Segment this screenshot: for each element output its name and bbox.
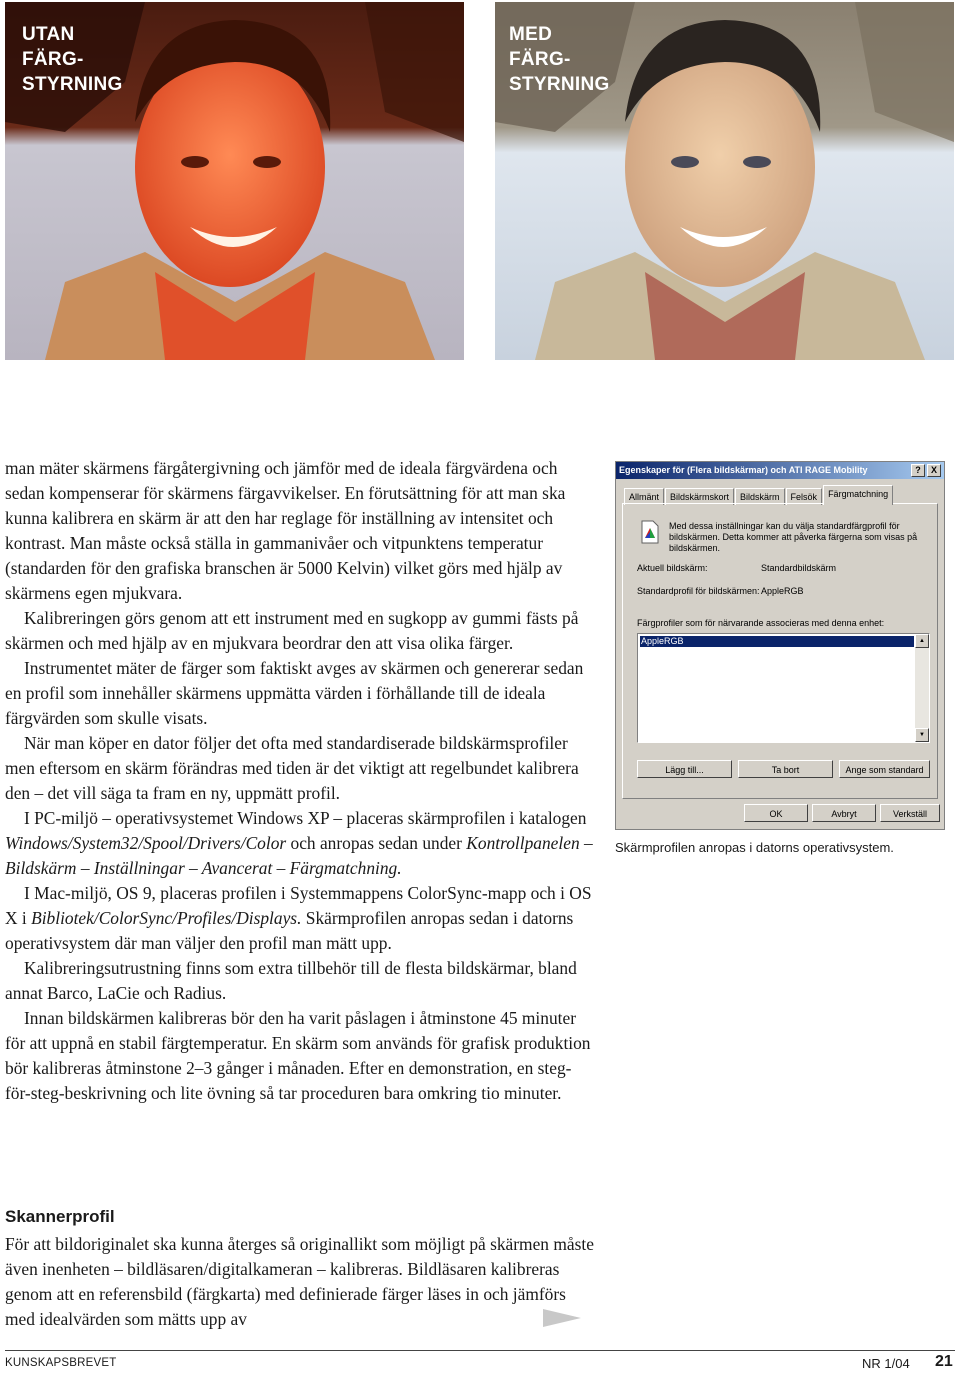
paragraph: Instrumentet mäter de färger som faktiskt avges av skärmen och genererar sedan en profil som innehåller skärmens uppmätta värden i förhållande till de ideala färgvärden som skulle visats.	[5, 658, 584, 728]
profile-list-item[interactable]: AppleRGB	[640, 636, 914, 647]
page-number: 21	[935, 1353, 953, 1370]
publication-name: KUNSKAPSBREVET	[5, 1357, 117, 1369]
label-line: MED	[509, 24, 553, 45]
profiles-list-label: Färgprofiler som för närvarande associeras med denna enhet:	[637, 618, 885, 628]
remove-profile-button[interactable]: Ta bort	[738, 760, 833, 778]
paragraph: När man köper en dator följer det ofta med standardiserade bildskärmsprofiler men eftersom en skärm förändras med tiden är det viktigt att regelbundet kalibrera den – det vill säga ta fram en ny, uppmätt profil.	[5, 733, 579, 803]
photo-label-without	[22, 22, 123, 97]
paragraph: man mäter skärmens färgåtergivning och jämför med de ideala färgvärdena och sedan kompenserar för skärmens färgavvikelser. En förutsättning för att man ska kunna kalibrera en skärm är att den har reglage för inställning av intensitet och kontrast. Man måste också ställa in gammanivåer och vitpunktens temperatur (standarden för den grafiska branschen är 5000 Kelvin) vilket görs med hjälp av skärmens egen mjukvara.	[5, 458, 566, 603]
section-heading: Skannerprofil	[5, 1207, 115, 1226]
continue-arrow-icon	[543, 1308, 583, 1328]
article-body	[5, 456, 595, 1106]
dialog-description: Med dessa inställningar kan du välja standardfärgprofil för bildskärmen. Detta kommer att påverka färgerna som visas på bildskärmen.	[669, 521, 918, 553]
paragraph: För att bildoriginalet ska kunna återges så originallikt som möjligt på skärmen måste även inenheten – bildläsaren/digitalkameran – kalibreras. Bildläsaren kalibreras genom att en referensbild (färgkarta) med definierade färger läses in och jämförs med idealvärden som mätts upp av	[5, 1234, 594, 1329]
tab-adapter[interactable]: Bildskärmskort	[665, 488, 734, 505]
paragraph: Kalibreringsutrustning finns som extra tillbehör till de flesta bildskärmar, bland annat Barco, LaCie och Radius.	[5, 958, 577, 1003]
text-run: och anropas sedan under	[286, 833, 467, 853]
tab-color-management[interactable]: Färgmatchning	[823, 485, 893, 505]
photo-without-color-management	[5, 2, 464, 360]
help-button[interactable]: ?	[911, 464, 925, 477]
tab-troubleshoot[interactable]: Felsök	[786, 488, 823, 505]
label-line: STYRNING	[22, 74, 123, 95]
dialog-title: Egenskaper för (Flera bildskärmar) och ATI RAGE Mobility	[619, 465, 868, 475]
add-profile-button[interactable]: Lägg till...	[637, 760, 732, 778]
photo-label-with	[509, 22, 610, 97]
tab-general[interactable]: Allmänt	[624, 488, 664, 505]
paragraph	[5, 806, 595, 881]
default-profile-label: Standardprofil för bildskärmen:	[637, 586, 760, 596]
color-management-panel	[622, 503, 938, 799]
current-monitor-row	[637, 563, 837, 573]
photo-with-color-management	[495, 2, 954, 360]
text-run: I PC-miljö – operativsystemet Windows XP – placeras skärmprofilen i katalogen	[24, 808, 587, 828]
text-run: Skärmprofilen anropas sedan i datorns operativsystem där man väljer den profil man mätt upp.	[5, 908, 574, 953]
label-line: STYRNING	[509, 74, 610, 95]
ok-button[interactable]: OK	[744, 804, 808, 822]
path-text: Bibliotek/ColorSync/Profiles/Displays.	[31, 908, 302, 928]
default-profile-value: AppleRGB	[761, 586, 804, 596]
text-run: I Mac-miljö, OS 9, placeras profilen i Systemmappens ColorSync-mapp och i OS X i	[5, 883, 592, 928]
tab-monitor[interactable]: Bildskärm	[735, 488, 785, 505]
label-line: UTAN	[22, 24, 75, 45]
footer-rule	[5, 1350, 955, 1351]
display-properties-dialog	[615, 461, 945, 830]
default-profile-row	[637, 586, 804, 596]
current-monitor-label: Aktuell bildskärm:	[637, 563, 708, 573]
color-profile-icon	[640, 520, 660, 544]
list-scrollbar[interactable]	[915, 634, 929, 742]
label-line: FÄRG-	[509, 49, 571, 70]
profiles-list[interactable]	[637, 633, 930, 743]
issue-number: NR 1/04	[862, 1356, 910, 1371]
dialog-titlebar	[616, 462, 944, 479]
cancel-button[interactable]: Avbryt	[812, 804, 876, 822]
paragraph: Innan bildskärmen kalibreras bör den ha varit påslagen i åtminstone 45 minuter för att uppnå en stabil färgtemperatur. En skärm som används för grafisk produktion bör kalibreras åtminstone 2–3 gånger i månaden. Efter en demonstration, en steg-för-steg-beskrivning och lite övning så tar proceduren bara omkring tio minuter.	[5, 1008, 591, 1103]
set-default-button[interactable]: Ange som standard	[839, 760, 930, 778]
paragraph	[5, 881, 595, 956]
scroll-up-icon[interactable]: ▲	[915, 634, 929, 648]
dialog-tabs	[624, 485, 894, 505]
close-button[interactable]: X	[927, 464, 941, 477]
paragraph: Kalibreringen görs genom att ett instrument med en sugkopp av gummi fästs på skärmen och med hjälp av en mjukvara beordrar den att visa olika färger.	[5, 608, 579, 653]
scroll-down-icon[interactable]: ▼	[915, 728, 929, 742]
path-text: Windows/System32/Spool/Drivers/Color	[5, 833, 287, 853]
section-body	[5, 1232, 595, 1332]
menu-path-text: Kontrollpanelen – Bildskärm – Inställningar – Avancerat – Färgmatchning.	[5, 833, 593, 878]
label-line: FÄRG-	[22, 49, 84, 70]
current-monitor-value: Standardbildskärm	[761, 563, 837, 573]
apply-button[interactable]: Verkställ	[880, 804, 940, 822]
figure-caption: Skärmprofilen anropas i datorns operativsystem.	[615, 840, 894, 855]
